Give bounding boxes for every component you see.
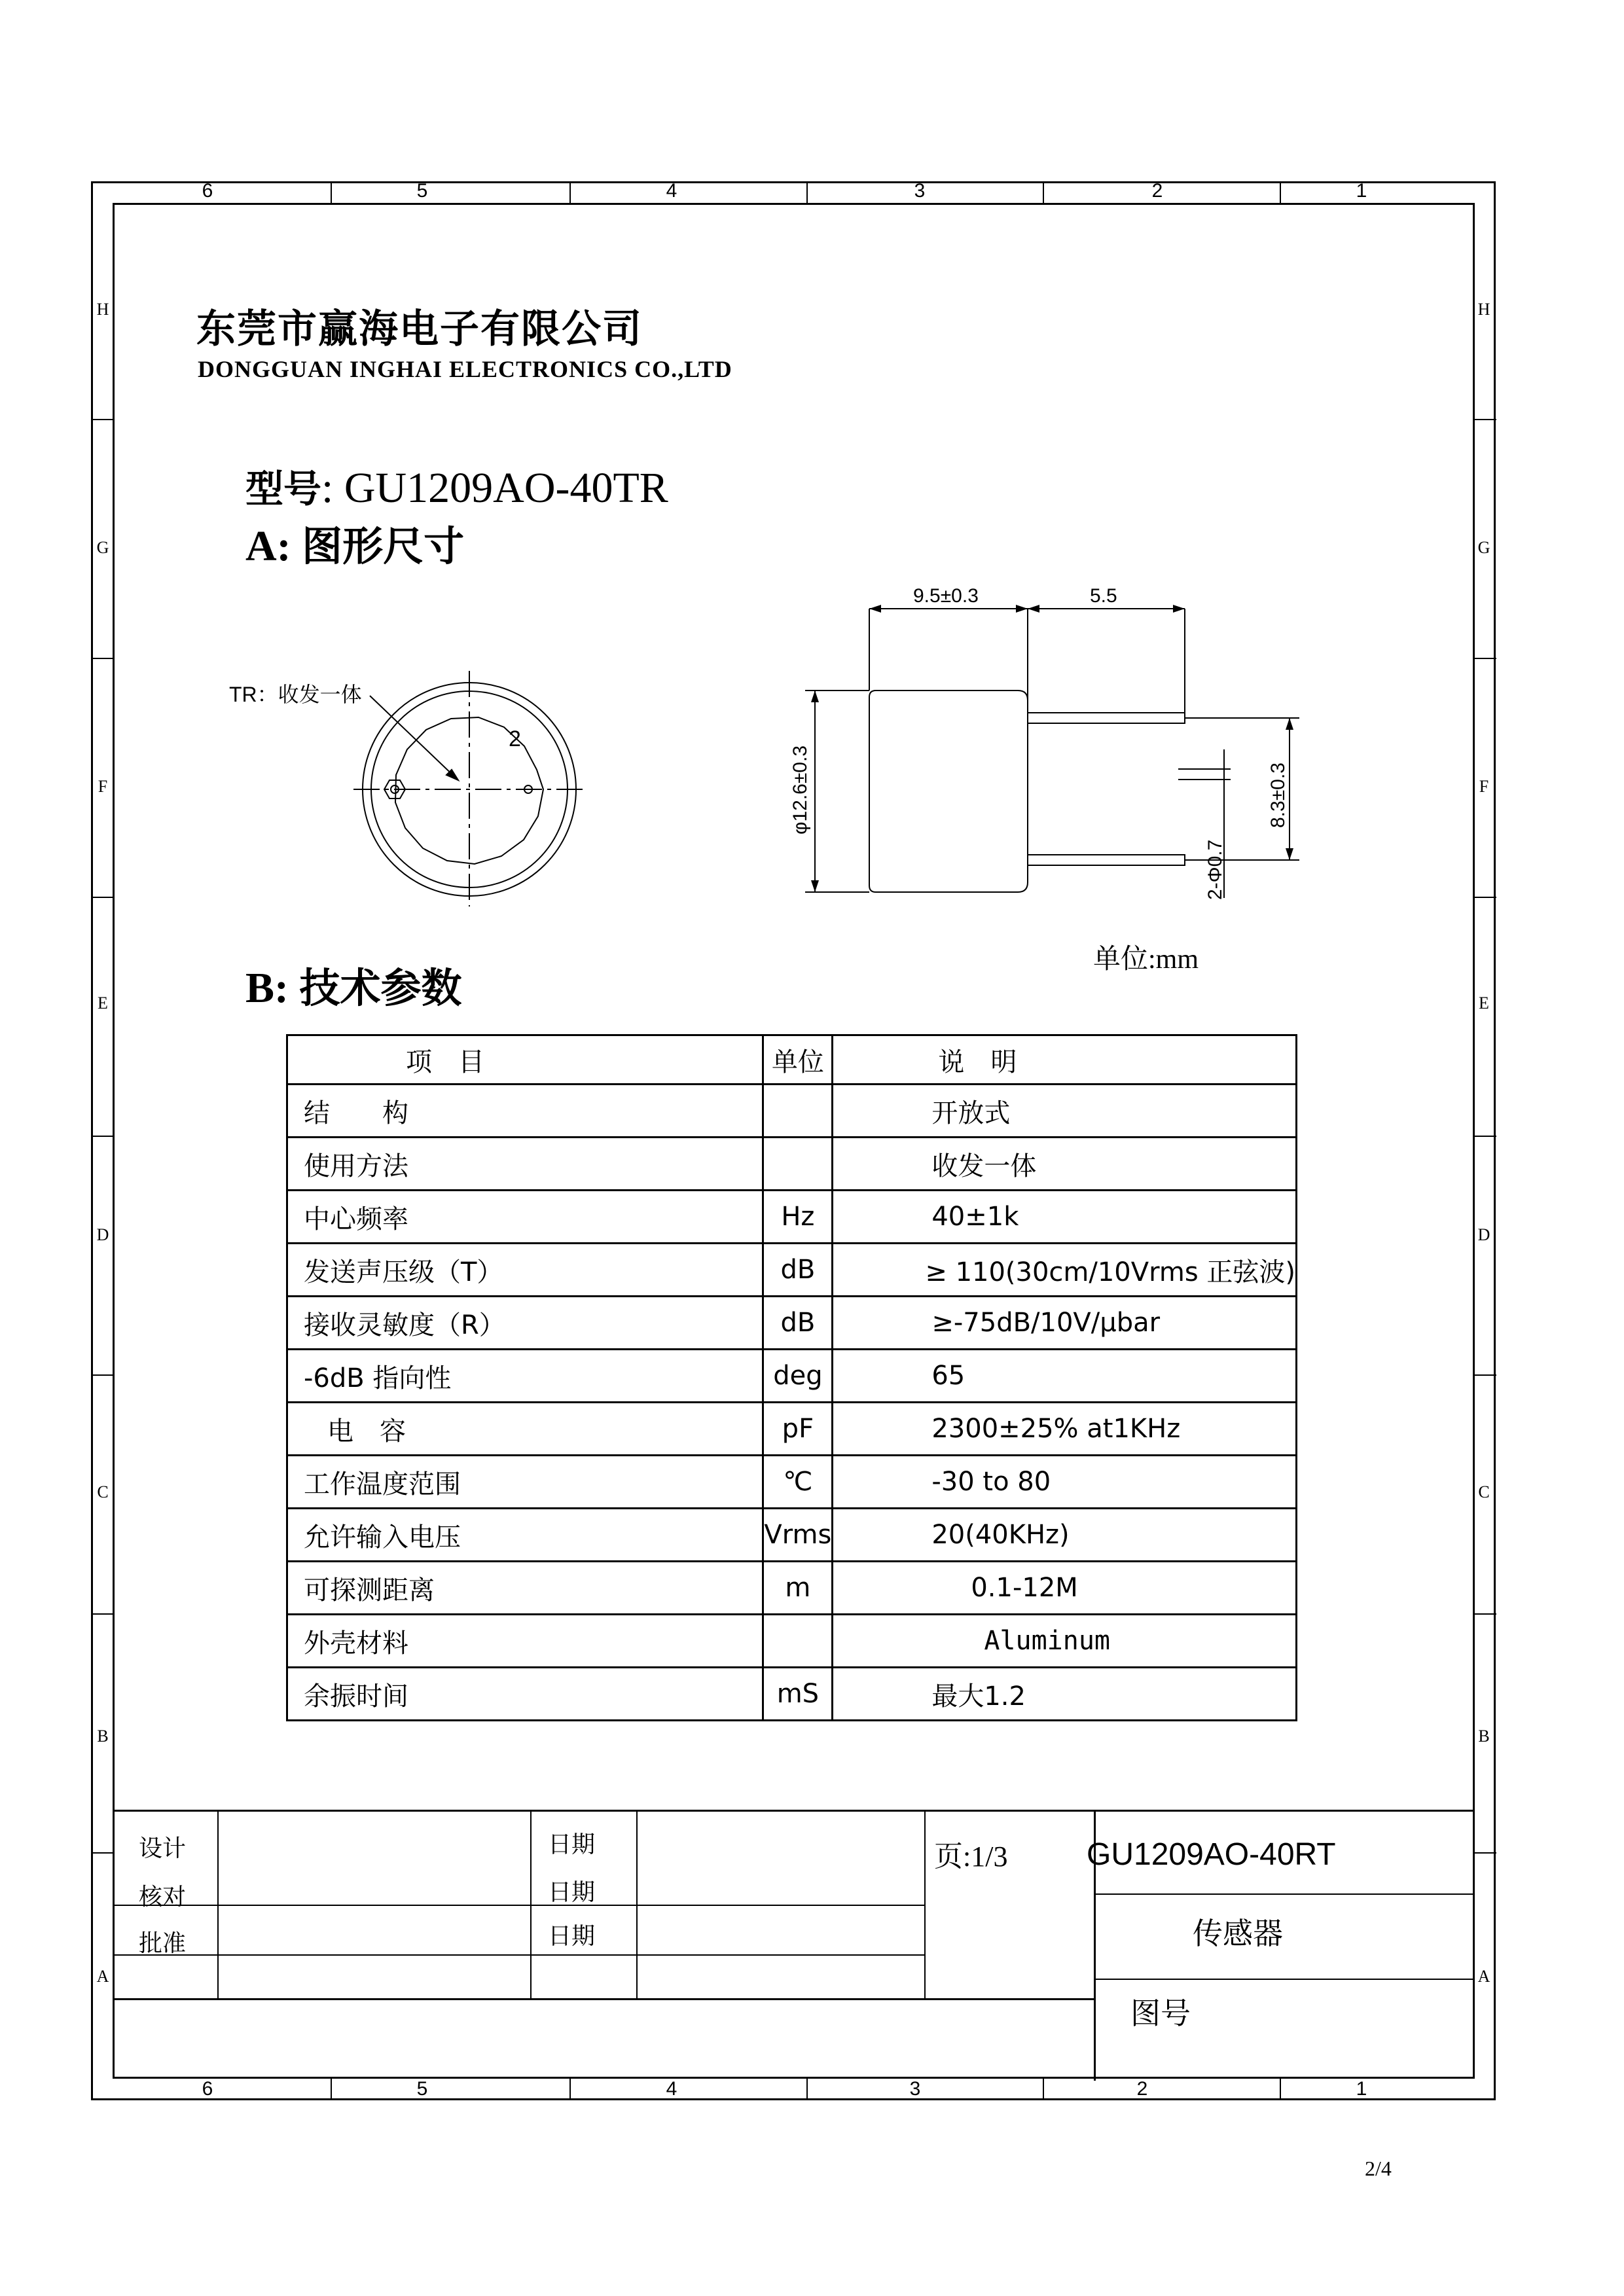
unit-note: 单位:mm (1093, 944, 1199, 975)
spec-item: 允许输入电压 (287, 1509, 763, 1562)
section-b-text: 技术参数 (299, 964, 462, 1012)
spec-row (287, 1562, 1297, 1615)
spec-item: 接收灵敏度（R） (287, 1297, 763, 1350)
spec-table-header (287, 1035, 1297, 1085)
approve-label: 批准 (139, 1930, 187, 1957)
title-block-divider (924, 1812, 926, 2000)
date-label: 日期 (548, 1879, 596, 1906)
zone-letter-right: D (1477, 1225, 1490, 1244)
zone-number-top: 3 (914, 180, 926, 202)
zone-tick (1475, 1374, 1496, 1376)
zone-tick (91, 658, 113, 659)
zone-letter-right: A (1477, 1967, 1490, 1986)
page-count: 页:1/3 (934, 1840, 1008, 1873)
dim-body-length: 9.5±0.3 (913, 585, 979, 607)
pin-lower (1028, 855, 1185, 865)
zone-tick (1475, 1136, 1496, 1137)
spec-row (287, 1456, 1297, 1509)
spec-table (286, 1034, 1297, 1721)
spec-unit (763, 1138, 833, 1191)
date-label: 日期 (548, 1831, 596, 1858)
zone-letter-right: C (1478, 1482, 1490, 1501)
spec-value: Aluminum (833, 1615, 1297, 1668)
front-view (353, 671, 586, 906)
zone-tick (331, 181, 332, 203)
spec-unit: deg (763, 1350, 833, 1403)
zone-letter-right: E (1479, 994, 1489, 1013)
spec-row (287, 1350, 1297, 1403)
spec-unit: dB (763, 1244, 833, 1297)
spec-row (287, 1191, 1297, 1244)
zone-number-top: 4 (666, 180, 677, 202)
zone-tick (1475, 897, 1496, 898)
drawing-number-label: 图号 (1130, 1996, 1191, 2031)
company-name-en: DONGGUAN INGHAI ELECTRONICS CO.,LTD (198, 356, 732, 382)
title-block-divider (1094, 1893, 1475, 1895)
title-block-divider (636, 1812, 638, 2000)
design-label: 设计 (139, 1835, 187, 1862)
zone-tick (1475, 1613, 1496, 1615)
section-a-title (245, 514, 464, 572)
spec-value: 收发一体 (833, 1138, 1297, 1191)
spec-item: 余振时间 (287, 1668, 763, 1721)
zone-letter-right: B (1478, 1727, 1490, 1746)
company-name-cn: 东莞市赢海电子有限公司 (196, 306, 643, 352)
zone-tick (91, 419, 113, 420)
spec-value: 最大1.2 (833, 1668, 1297, 1721)
spec-item: 发送声压级（T） (287, 1244, 763, 1297)
spec-unit (763, 1085, 833, 1138)
zone-tick (1475, 658, 1496, 659)
zone-letter-left: F (98, 777, 108, 796)
part-name: 传感器 (1193, 1916, 1283, 1951)
zone-letter-left: C (97, 1482, 109, 1501)
zone-letter-left: D (96, 1225, 109, 1244)
spec-header-item: 项 目 (287, 1035, 763, 1085)
spec-row (287, 1509, 1297, 1562)
spec-unit: m (763, 1562, 833, 1615)
zone-tick (569, 2079, 571, 2100)
date-label: 日期 (548, 1923, 596, 1950)
zone-tick (91, 1136, 113, 1137)
spec-item: 电 容 (287, 1403, 763, 1456)
spec-item: 使用方法 (287, 1138, 763, 1191)
zone-number-bottom: 1 (1356, 2078, 1367, 2100)
section-a-prefix: A: (245, 522, 302, 570)
spec-unit: pF (763, 1403, 833, 1456)
zone-letter-left: E (98, 994, 108, 1013)
title-block-divider (113, 1998, 1094, 2000)
zone-number-top: 6 (202, 180, 213, 202)
zone-tick (569, 181, 571, 203)
zone-letter-left: B (97, 1727, 109, 1746)
spec-value: ≥-75dB/10V/μbar (833, 1297, 1297, 1350)
zone-tick (91, 1374, 113, 1376)
model-label: 型号 (245, 467, 322, 511)
spec-unit (763, 1615, 833, 1668)
spec-unit: dB (763, 1297, 833, 1350)
spec-row (287, 1244, 1297, 1297)
front-view-label: TR：收发一体 (229, 683, 362, 706)
zone-letter-left: G (96, 538, 109, 557)
dim-diameter: φ12.6±0.3 (789, 745, 811, 834)
zone-letter-right: G (1477, 538, 1490, 557)
title-block-divider (530, 1812, 532, 2000)
dim-pin-length: 5.5 (1090, 585, 1117, 607)
spec-value: ≥ 110(30cm/10Vrms 正弦波) (833, 1244, 1297, 1297)
arrow-icon (811, 880, 819, 892)
zone-tick (1043, 181, 1044, 203)
spec-row (287, 1138, 1297, 1191)
zone-number-bottom: 4 (666, 2078, 677, 2100)
spec-item: 工作温度范围 (287, 1456, 763, 1509)
spec-value: -30 to 80 (833, 1456, 1297, 1509)
spec-item: 中心频率 (287, 1191, 763, 1244)
side-view-body (869, 691, 1028, 892)
zone-letter-left: A (96, 1967, 109, 1986)
spec-item: 外壳材料 (287, 1615, 763, 1668)
front-view-number: 2 (509, 726, 521, 751)
model-line (245, 458, 668, 513)
zone-tick (91, 897, 113, 898)
dimension-drawing (196, 585, 1348, 936)
spec-unit: Hz (763, 1191, 833, 1244)
zone-number-bottom: 6 (202, 2078, 213, 2100)
spec-value: 40±1k (833, 1191, 1297, 1244)
zone-tick (806, 181, 808, 203)
spec-header-unit: 单位 (763, 1035, 833, 1085)
dim-pin-diameter: 2-Φ0.7 (1204, 839, 1226, 900)
spec-value: 2300±25% at1KHz (833, 1403, 1297, 1456)
spec-value: 0.1-12M (833, 1562, 1297, 1615)
zone-tick (1475, 1852, 1496, 1854)
spec-row (287, 1615, 1297, 1668)
zone-letter-left: H (96, 300, 109, 319)
title-block-divider (113, 1905, 924, 1906)
zone-tick (806, 2079, 808, 2100)
spec-value: 20(40KHz) (833, 1509, 1297, 1562)
section-a-text: 图形尺寸 (302, 522, 465, 570)
section-b-prefix: B: (245, 964, 300, 1012)
model-value: : GU1209AO-40TR (321, 464, 668, 512)
spec-unit: ℃ (763, 1456, 833, 1509)
spec-row (287, 1668, 1297, 1721)
dim-pin-spacing: 8.3±0.3 (1267, 762, 1289, 828)
spec-item: 可探测距离 (287, 1562, 763, 1615)
zone-letter-right: H (1477, 300, 1490, 319)
zone-tick (331, 2079, 332, 2100)
arrow-icon (811, 691, 819, 702)
part-number: GU1209AO-40RT (1087, 1837, 1336, 1872)
zone-number-bottom: 3 (909, 2078, 921, 2100)
spec-row (287, 1297, 1297, 1350)
zone-tick (1280, 181, 1281, 203)
spec-unit: mS (763, 1668, 833, 1721)
zone-number-bottom: 2 (1136, 2078, 1148, 2100)
page-footer: 2/4 (1365, 2157, 1392, 2180)
zone-tick (1043, 2079, 1044, 2100)
check-label: 核对 (139, 1884, 187, 1910)
section-b-title (245, 956, 462, 1014)
spec-value: 65 (833, 1350, 1297, 1403)
title-block (113, 1810, 1475, 2081)
spec-row (287, 1085, 1297, 1138)
spec-unit: Vrms (763, 1509, 833, 1562)
zone-number-top: 5 (416, 180, 428, 202)
title-block-divider (217, 1812, 219, 2000)
spec-value: 开放式 (833, 1085, 1297, 1138)
zone-tick (91, 1852, 113, 1854)
zone-number-bottom: 5 (416, 2078, 428, 2100)
zone-letter-right: F (1479, 777, 1489, 796)
zone-tick (91, 1613, 113, 1615)
spec-item: 结 构 (287, 1085, 763, 1138)
zone-number-top: 2 (1151, 180, 1163, 202)
pin-upper (1028, 713, 1185, 723)
zone-tick (1475, 419, 1496, 420)
title-block-divider (113, 1954, 924, 1956)
arrow-icon (1286, 848, 1293, 860)
spec-item: -6dB 指向性 (287, 1350, 763, 1403)
zone-tick (1280, 2079, 1281, 2100)
spec-row (287, 1403, 1297, 1456)
title-block-divider (1094, 1979, 1475, 1980)
spec-header-desc: 说 明 (833, 1035, 1297, 1085)
arrow-icon (1286, 718, 1293, 730)
zone-number-top: 1 (1356, 180, 1367, 202)
